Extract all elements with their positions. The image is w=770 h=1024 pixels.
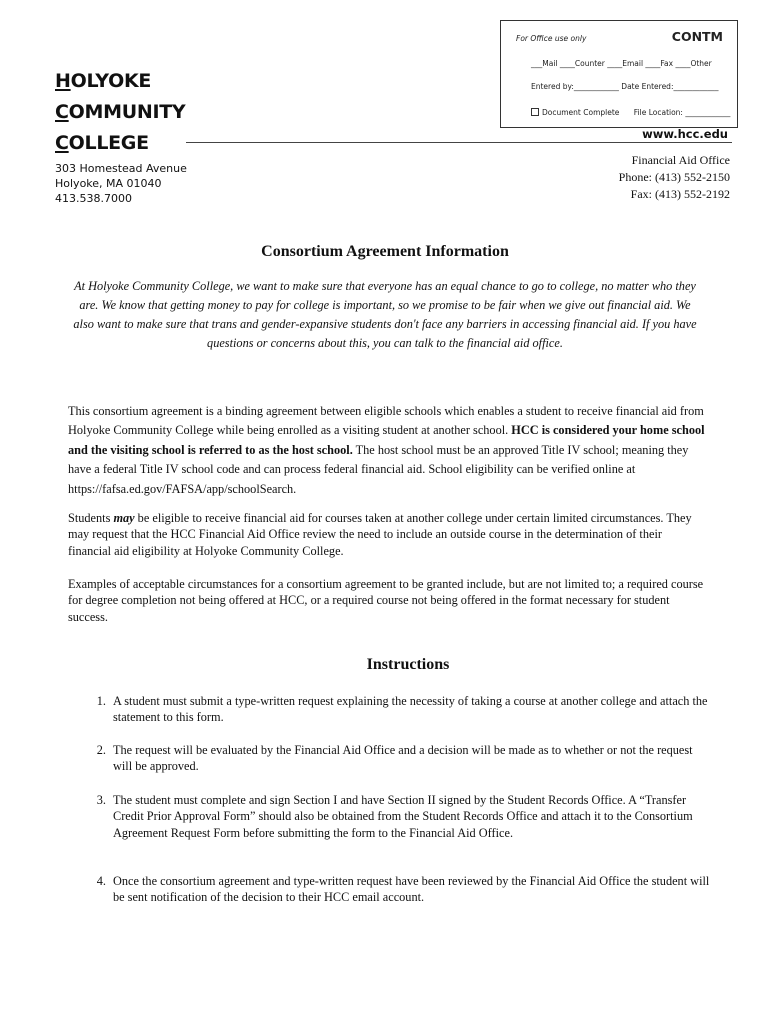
- office-use-label: For Office use only: [516, 34, 587, 43]
- document-complete-row: [531, 108, 730, 117]
- circumstances-paragraph: Examples of acceptable circumstances for a consortium agreement to be granted include, but are not limited to; a required course for degree completion not being offered at HCC, or a required course not being offered in the format necessary for student success.: [68, 577, 704, 624]
- financial-aid-contact: [619, 152, 730, 203]
- step-text: The student must complete and sign Section I and have Section II signed by the Student Records Office. A “Transfer Credit Prior Approval Form” should also be obtained from the Student Records Office and attach it to the Consortium Agreement Request Form before submitting the form to the Financial Aid Office.: [113, 793, 693, 840]
- instruction-step: [90, 792, 710, 841]
- step-number: 1.: [96, 694, 106, 708]
- instructions-heading: Instructions: [366, 656, 450, 673]
- step-number: 2.: [96, 743, 106, 757]
- college-logo: [55, 66, 185, 159]
- header-divider: [186, 142, 732, 143]
- form-code: CONTM: [671, 29, 723, 44]
- step-number: 4.: [96, 874, 106, 888]
- logo-line-community: COMMUNITY: [55, 101, 186, 123]
- entered-by-row: Entered by:____________ Date Entered:____________: [531, 82, 719, 91]
- document-complete-label: Document Complete: [542, 108, 620, 117]
- college-address: [55, 161, 187, 206]
- instruction-step: [90, 742, 710, 775]
- contact-office: Financial Aid Office: [631, 153, 730, 167]
- instruction-step: [90, 873, 710, 906]
- step-text: Once the consortium agreement and type-written request have been reviewed by the Financial Aid Office the student will be sent notification of the decision to their HCC email account.: [113, 874, 710, 905]
- logo-line-college: COLLEGE: [55, 132, 149, 154]
- page-title: Consortium Agreement Information: [261, 243, 509, 260]
- home-school-statement: HCC is considered your home school and the visiting school is referred to as the host school.: [68, 423, 705, 457]
- may-emphasis: may: [113, 511, 135, 525]
- document-complete-checkbox[interactable]: [531, 108, 539, 116]
- address-phone: 413.538.7000: [55, 192, 132, 205]
- logo-line-holyoke: HOLYOKE: [55, 70, 152, 92]
- office-use-box: [500, 20, 738, 128]
- contact-fax: Fax: (413) 552-2192: [630, 187, 730, 201]
- address-street: 303 Homestead Avenue: [55, 162, 187, 175]
- website-link[interactable]: www.hcc.edu: [642, 127, 728, 141]
- consortium-definition-paragraph: This consortium agreement is a binding agreement between eligible schools which enables a student to receive financial aid from Holyoke Community College while being enrolled as a visiting student at another school. HCC is considered your home school and the visiting school is referred to as the host school. The host school must be an approved Title IV school; meaning they have a federal Title IV school code and can process federal financial aid. School eligibility can be verified online at https://fafsa.ed.gov/FAFSA/app/schoolSearch.: [68, 404, 705, 496]
- step-text: The request will be evaluated by the Financial Aid Office and a decision will be made as to whether or not the request will be approved.: [113, 743, 693, 774]
- step-number: 3.: [96, 793, 106, 807]
- step-text: A student must submit a type-written request explaining the necessity of taking a course at another college and attach the statement to this form.: [113, 694, 708, 725]
- address-city: Holyoke, MA 01040: [55, 177, 162, 190]
- eligibility-paragraph: Students may be eligible to receive financial aid for courses taken at another college under certain limited circumstances. They may request that the HCC Financial Aid Office review the need to include an outside course in the determination of their financial aid eligibility at Holyoke Community College.: [68, 511, 692, 558]
- file-location-label: File Location: ____________: [633, 108, 731, 117]
- contact-phone: Phone: (413) 552-2150: [618, 170, 730, 184]
- instruction-step: [90, 693, 710, 726]
- submission-methods: ___Mail ____Counter ____Email ____Fax ____Other: [531, 59, 712, 68]
- equity-statement: At Holyoke Community College, we want to make sure that everyone has an equal chance to go to college, no matter who they are. We know that getting money to pay for college is important, so we promise to be fair when we give out financial aid. We also want to make sure that trans and gender-expansive students don't face any barriers in accessing financial aid. If you have questions or concerns about this, you can talk to the financial aid office.: [73, 279, 697, 350]
